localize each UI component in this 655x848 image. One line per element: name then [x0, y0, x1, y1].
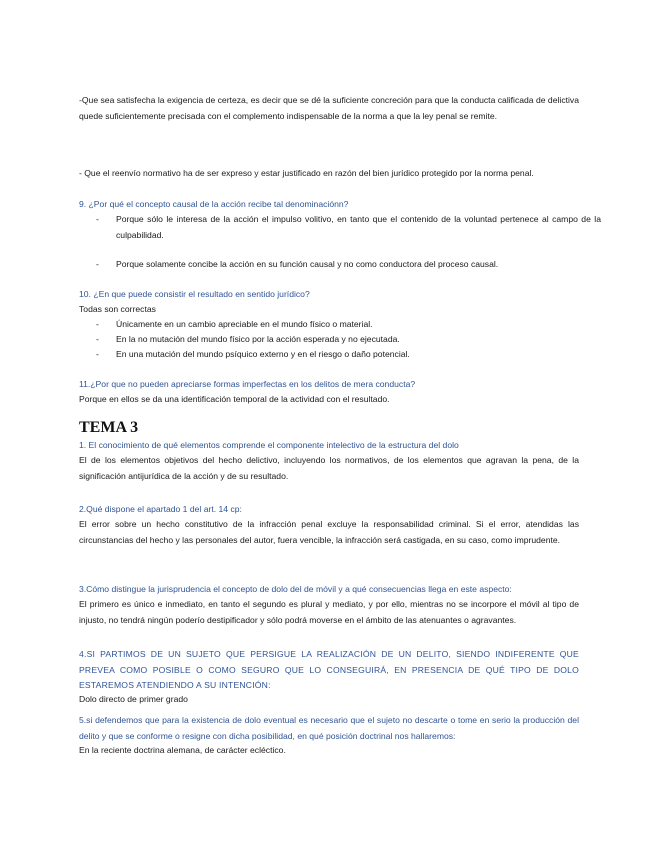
answer-t3-5: En la reciente doctrina alemana, de carácter ecléctico.: [79, 745, 286, 755]
question-9: 9. ¿Por qué el concepto causal de la acción recibe tal denominaciónn?: [79, 199, 349, 209]
list-item: [96, 317, 601, 333]
section-heading: TEMA 3: [79, 419, 139, 436]
answer-t3-1: El de los elementos objetivos del hecho delictivo, incluyendo los normativos, de los elementos que agravan la pena, de la significación antijurídica de la acción y de su resultado.: [79, 455, 579, 481]
list-item: [96, 257, 601, 273]
list-dash: -: [96, 319, 99, 329]
question-10: 10. ¿En que puede consistir el resultado en sentido jurídico?: [79, 289, 310, 299]
answer-t3-2: El error sobre un hecho constitutivo de la infracción penal excluye la responsabilidad criminal. Si el error, atendidas las circunstancias del hecho y las personales del autor, fuera vencible, la infracción será castigada, en su caso, como imprudente.: [79, 519, 579, 545]
list-item: [96, 347, 601, 363]
option-text: Únicamente en un cambio apreciable en el mundo físico o material.: [116, 319, 373, 329]
question-t3-5: 5.si defendemos que para la existencia de dolo eventual es necesario que el sujeto no descarte o tome en serio la producción del delito y que se conforme o resigne con dicha posibilidad, en qué posición doctrinal nos hallaremos:: [79, 715, 579, 741]
answer-10: Todas son correctas: [79, 304, 156, 314]
answer-11: Porque en ellos se da una identificación temporal de la actividad con el resultado.: [79, 394, 390, 404]
option-text: Porque sólo le interesa de la acción el impulso volitivo, en tanto que el contenido de la voluntad pertenece al campo de la culpabilidad.: [116, 214, 601, 240]
question-t3-3: 3.Cómo distingue la jurisprudencia el concepto de dolo del de móvil y a qué consecuencias llega en este aspecto:: [79, 584, 512, 594]
answer-t3-3: El primero es único e inmediato, en tanto el segundo es plural y mediato, y por ello, mientras no se incorpore el móvil al tipo de injusto, no tendrá ningún poderío destipificador y sólo podrá moverse en el ámbito de las atenuantes o agravantes.: [79, 599, 579, 625]
list-dash: -: [96, 214, 99, 224]
answer-t3-4: Dolo directo de primer grado: [79, 694, 188, 704]
list-dash: -: [96, 349, 99, 359]
list-item: [96, 212, 601, 243]
option-text: En la no mutación del mundo físico por la acción esperada y no ejecutada.: [116, 334, 400, 344]
option-text: Porque solamente concibe la acción en su función causal y no como conductora del proceso causal.: [116, 259, 499, 269]
option-text: En una mutación del mundo psíquico externo y en el riesgo o daño potencial.: [116, 349, 410, 359]
question-t3-2: 2.Qué dispone el apartado 1 del art. 14 cp:: [79, 504, 242, 514]
list-dash: -: [96, 259, 99, 269]
question-t3-4: 4.SI PARTIMOS DE UN SUJETO QUE PERSIGUE LA REALIZACIÓN DE UN DELITO, SIENDO INDIFERENTE QUE PREVEA COMO POSIBLE O COMO SEGURO QUE LO CONSEGUIRÁ, EN PRESENCIA DE QUÉ TIPO DE DOLO ESTAREMOS ATENDIENDO A SU INTENCIÓN:: [79, 649, 579, 690]
list-item: [96, 332, 601, 348]
question-t3-1: 1. El conocimiento de qué elementos comprende el componente intelectivo de la estructura del dolo: [79, 440, 459, 450]
paragraph-certeza: -Que sea satisfecha la exigencia de certeza, es decir que se dé la suficiente concreción para que la conducta calificada de delictiva quede suficientemente precisada con el complemento indispensable de la norma a que la ley penal se remite.: [79, 95, 579, 121]
list-dash: -: [96, 334, 99, 344]
paragraph-reenvio: - Que el reenvío normativo ha de ser expreso y estar justificado en razón del bien jurídico protegido por la norma penal.: [79, 168, 534, 178]
question-11: 11.¿Por que no pueden apreciarse formas imperfectas en los delitos de mera conducta?: [79, 379, 416, 389]
